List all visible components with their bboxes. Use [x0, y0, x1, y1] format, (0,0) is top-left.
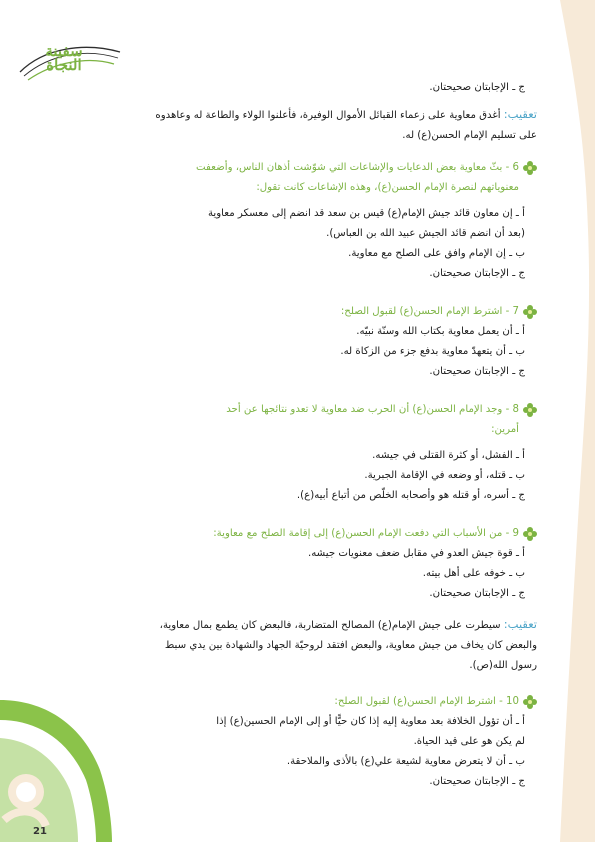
- answer-a: أ ـ قوة جيش العدو في مقابل ضعف معنويات جيشه.: [307, 548, 525, 559]
- comment-block: [36, 104, 537, 146]
- question-text: 9 - من الأسباب التي دفعت الإمام الحسن(ع) إلى إقامة الصلح مع معاوية:: [213, 528, 519, 539]
- question-text: 8 - وجد الإمام الحسن(ع) أن الحرب ضد معاوية لا تعدو نتائجها عن أحد: [226, 404, 519, 415]
- question-text: 6 - بثّ معاوية بعض الدعايات والإشاعات التي شوّشت أذهان الناس، وأضعفت: [196, 162, 519, 173]
- question-7: [36, 302, 537, 322]
- answer-a: أ ـ الفشل، أو كثرة القتلى في جيشه.: [372, 450, 525, 461]
- comment-text: أغدق معاوية على زعماء القبائل الأموال الوفيرة، فأعلنوا الولاء والطاعة له وعاهدوه: [155, 110, 504, 121]
- question-text: 7 - اشترط الإمام الحسن(ع) لقبول الصلح:: [340, 306, 519, 317]
- answer-a: (بعد أن انضم قائد الجيش عبيد الله بن العباس).: [326, 228, 525, 239]
- answer-b: ب ـ قتله، أو وضعه في الإقامة الجبرية.: [364, 470, 525, 481]
- question-10: [36, 692, 537, 712]
- question-text: أمرين:: [491, 424, 519, 435]
- comment-label: تعقيب:: [503, 617, 537, 631]
- answer-b: ب ـ خوفه على أهل بيته.: [422, 568, 525, 579]
- flower-bullet-icon: [523, 403, 537, 417]
- answer-c: ج ـ الإجابتان صحيحتان.: [429, 366, 525, 377]
- answer-c: ج ـ الإجابتان صحيحتان.: [429, 268, 525, 279]
- logo-line-bottom: النجاة: [46, 56, 82, 74]
- answer-b: ب ـ أن لا يتعرض معاوية لشيعة علي(ع) بالأذى والملاحقة.: [286, 756, 525, 767]
- main-content: [36, 78, 537, 792]
- answer-c: ج ـ الإجابتان صحيحتان.: [429, 588, 525, 599]
- answer-c: ج ـ الإجابتان صحيحتان.: [429, 82, 525, 93]
- answer-b: ب ـ إن الإمام وافق على الصلح مع معاوية.: [348, 248, 525, 259]
- answer-c: ج ـ الإجابتان صحيحتان.: [429, 776, 525, 787]
- answer-c: ج ـ أسره، أو قتله هو وأصحابه الخلّص من أتباع أبيه(ع).: [296, 490, 525, 501]
- answer-b: ب ـ أن يتعهدّ معاوية بدفع جزء من الزكاة له.: [340, 346, 525, 357]
- answer-a: لم يكن هو على قيد الحياة.: [413, 736, 525, 747]
- question-9: [36, 524, 537, 544]
- question-8: [36, 400, 537, 440]
- comment-label: تعقيب:: [503, 107, 537, 121]
- comment-block: [36, 614, 537, 676]
- flower-bullet-icon: [523, 695, 537, 709]
- question-text: 10 - اشترط الإمام الحسن(ع) لقبول الصلح:: [334, 696, 519, 707]
- answer-a: أ ـ إن معاون قائد جيش الإمام(ع) قيس بن سعد قد انضم إلى معسكر معاوية: [207, 208, 525, 219]
- flower-bullet-icon: [523, 305, 537, 319]
- logo-text: [34, 44, 94, 72]
- page-number: 21: [33, 826, 47, 837]
- flower-bullet-icon: [523, 527, 537, 541]
- logo-line-top: سفينة: [45, 42, 83, 60]
- question-text: معنوياتهم لنصرة الإمام الحسن(ع)، وهذه الإشاعات كانت تقول:: [256, 182, 519, 193]
- comment-text: على تسليم الإمام الحسن(ع) له.: [402, 130, 537, 141]
- question-6: [36, 158, 537, 198]
- comment-text: والبعض كان يخاف من جيش معاوية، والبعض افتقد لروحيّة الجهاد والشهادة بين يدي سبط: [164, 640, 537, 651]
- answer-a: أ ـ أن يعمل معاوية بكتاب الله وسنّة نبيّه.: [356, 326, 525, 337]
- comment-text: رسول الله(ص).: [469, 660, 537, 671]
- flower-bullet-icon: [523, 161, 537, 175]
- answer-a: أ ـ أن تؤول الخلافة بعد معاوية إليه إذا كان حيًّا أو إلى الإمام الحسين(ع) إذا: [216, 716, 525, 727]
- comment-text: سيطرت على جيش الإمام(ع) المصالح المتضاربة، فالبعض كان يطمع بمال معاوية،: [159, 620, 504, 631]
